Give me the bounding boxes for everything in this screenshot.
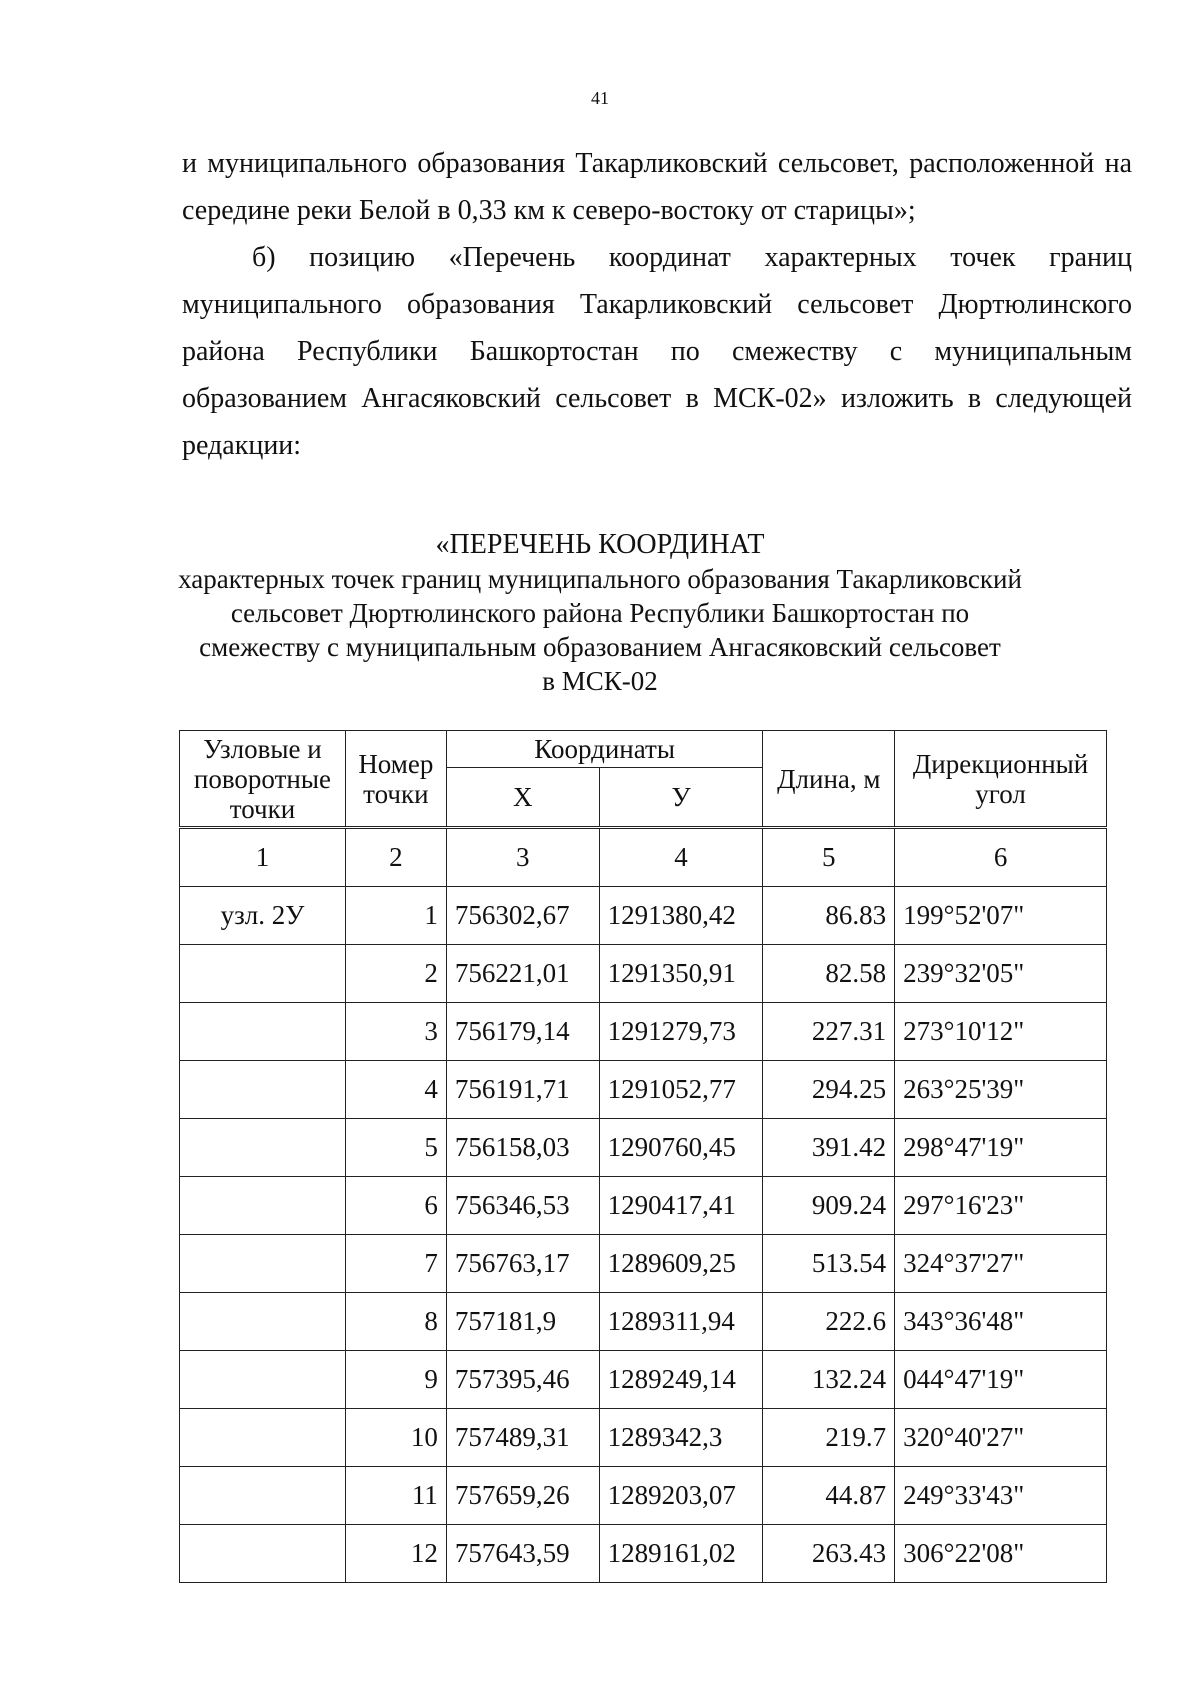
point-number-cell: 5 (345, 1119, 446, 1177)
title-line-4: смежеству с муниципальным образованием Ангасяковский сельсовет (199, 632, 1001, 662)
point-number-cell: 4 (345, 1061, 446, 1119)
column-number: 5 (763, 828, 895, 887)
y-coordinate-cell: 1290760,45 (599, 1119, 763, 1177)
length-cell: 132.24 (763, 1351, 895, 1409)
point-number-cell: 12 (345, 1525, 446, 1583)
point-number-cell: 9 (345, 1351, 446, 1409)
table-row (180, 1525, 1107, 1583)
point-number-cell: 6 (345, 1177, 446, 1235)
length-cell: 222.6 (763, 1293, 895, 1351)
angle-cell: 263°25'39" (895, 1061, 1107, 1119)
x-coordinate-cell: 757643,59 (446, 1525, 599, 1583)
node-cell (180, 1525, 346, 1583)
header-nodes: Узловые и поворотные точки (180, 731, 346, 828)
x-coordinate-cell: 757395,46 (446, 1351, 599, 1409)
table-row (180, 1177, 1107, 1235)
paragraph-continuation: и муниципального образования Такарликовский сельсовет, расположенной на середине реки Белой в 0,33 км к северо-востоку от старицы»; (182, 148, 1132, 226)
header-y: У (599, 768, 763, 828)
y-coordinate-cell: 1289609,25 (599, 1235, 763, 1293)
paragraph-item-b: б) позицию «Перечень координат характерных точек границ муниципального образования Такарликовский сельсовет Дюртюлинского района Республики Башкортостан по смежеству с муниципальным образованием Ангасяковский сельсовет в МСК-02» изложить в следующей редакции: (182, 242, 1132, 461)
header-coordinates: Координаты (446, 731, 763, 768)
angle-cell: 324°37'27" (895, 1235, 1107, 1293)
title-line-5: в МСК-02 (542, 666, 658, 696)
header-angle: Дирекционный угол (895, 731, 1107, 828)
header-x: Х (446, 768, 599, 828)
column-number: 3 (446, 828, 599, 887)
length-cell: 513.54 (763, 1235, 895, 1293)
x-coordinate-cell: 757181,9 (446, 1293, 599, 1351)
angle-cell: 273°10'12" (895, 1003, 1107, 1061)
angle-cell: 199°52'07" (895, 887, 1107, 945)
header-length: Длина, м (763, 731, 895, 828)
length-cell: 263.43 (763, 1525, 895, 1583)
length-cell: 82.58 (763, 945, 895, 1003)
node-cell (180, 1177, 346, 1235)
x-coordinate-cell: 756158,03 (446, 1119, 599, 1177)
y-coordinate-cell: 1289342,3 (599, 1409, 763, 1467)
point-number-cell: 1 (345, 887, 446, 945)
title-line-2: характерных точек границ муниципального образования Такарликовский (178, 564, 1022, 594)
node-cell (180, 1235, 346, 1293)
table-row (180, 1119, 1107, 1177)
length-cell: 86.83 (763, 887, 895, 945)
node-cell (180, 1409, 346, 1467)
angle-cell: 249°33'43" (895, 1467, 1107, 1525)
y-coordinate-cell: 1290417,41 (599, 1177, 763, 1235)
length-cell: 219.7 (763, 1409, 895, 1467)
title-line-3: сельсовет Дюртюлинского района Республики Башкортостан по (230, 598, 970, 628)
page-number: 41 (591, 88, 609, 108)
x-coordinate-cell: 756221,01 (446, 945, 599, 1003)
y-coordinate-cell: 1289249,14 (599, 1351, 763, 1409)
node-cell: узл. 2У (180, 887, 346, 945)
table-row (180, 1235, 1107, 1293)
y-coordinate-cell: 1291350,91 (599, 945, 763, 1003)
angle-cell: 297°16'23" (895, 1177, 1107, 1235)
y-coordinate-cell: 1291279,73 (599, 1003, 763, 1061)
y-coordinate-cell: 1291380,42 (599, 887, 763, 945)
point-number-cell: 3 (345, 1003, 446, 1061)
length-cell: 391.42 (763, 1119, 895, 1177)
point-number-cell: 7 (345, 1235, 446, 1293)
point-number-cell: 8 (345, 1293, 446, 1351)
node-cell (180, 1119, 346, 1177)
y-coordinate-cell: 1289203,07 (599, 1467, 763, 1525)
table-row (180, 1003, 1107, 1061)
node-cell (180, 1061, 346, 1119)
length-cell: 44.87 (763, 1467, 895, 1525)
x-coordinate-cell: 756346,53 (446, 1177, 599, 1235)
node-cell (180, 945, 346, 1003)
node-cell (180, 1351, 346, 1409)
node-cell (180, 1467, 346, 1525)
column-numbers-row (180, 828, 1107, 887)
table-row (180, 945, 1107, 1003)
column-number: 4 (599, 828, 763, 887)
angle-cell: 298°47'19" (895, 1119, 1107, 1177)
x-coordinate-cell: 756763,17 (446, 1235, 599, 1293)
angle-cell: 044°47'19" (895, 1351, 1107, 1409)
table-row (180, 1351, 1107, 1409)
title-line-1: «ПЕРЕЧЕНЬ КООРДИНАТ (435, 529, 765, 560)
table-row (180, 1293, 1107, 1351)
header-point-number: Номер точки (345, 731, 446, 828)
node-cell (180, 1003, 346, 1061)
x-coordinate-cell: 757659,26 (446, 1467, 599, 1525)
table-row (180, 1061, 1107, 1119)
angle-cell: 320°40'27" (895, 1409, 1107, 1467)
column-number: 1 (180, 828, 346, 887)
x-coordinate-cell: 756191,71 (446, 1061, 599, 1119)
node-cell (180, 1293, 346, 1351)
length-cell: 227.31 (763, 1003, 895, 1061)
y-coordinate-cell: 1289311,94 (599, 1293, 763, 1351)
column-number: 2 (345, 828, 446, 887)
point-number-cell: 2 (345, 945, 446, 1003)
angle-cell: 306°22'08" (895, 1525, 1107, 1583)
column-number: 6 (895, 828, 1107, 887)
angle-cell: 343°36'48" (895, 1293, 1107, 1351)
table-title (150, 528, 1050, 698)
x-coordinate-cell: 757489,31 (446, 1409, 599, 1467)
length-cell: 909.24 (763, 1177, 895, 1235)
table-row (180, 887, 1107, 945)
coordinates-table (179, 730, 1107, 1583)
x-coordinate-cell: 756179,14 (446, 1003, 599, 1061)
angle-cell: 239°32'05" (895, 945, 1107, 1003)
length-cell: 294.25 (763, 1061, 895, 1119)
point-number-cell: 10 (345, 1409, 446, 1467)
table-row (180, 1409, 1107, 1467)
y-coordinate-cell: 1291052,77 (599, 1061, 763, 1119)
y-coordinate-cell: 1289161,02 (599, 1525, 763, 1583)
body-text (182, 140, 1132, 469)
point-number-cell: 11 (345, 1467, 446, 1525)
x-coordinate-cell: 756302,67 (446, 887, 599, 945)
table-row (180, 1467, 1107, 1525)
